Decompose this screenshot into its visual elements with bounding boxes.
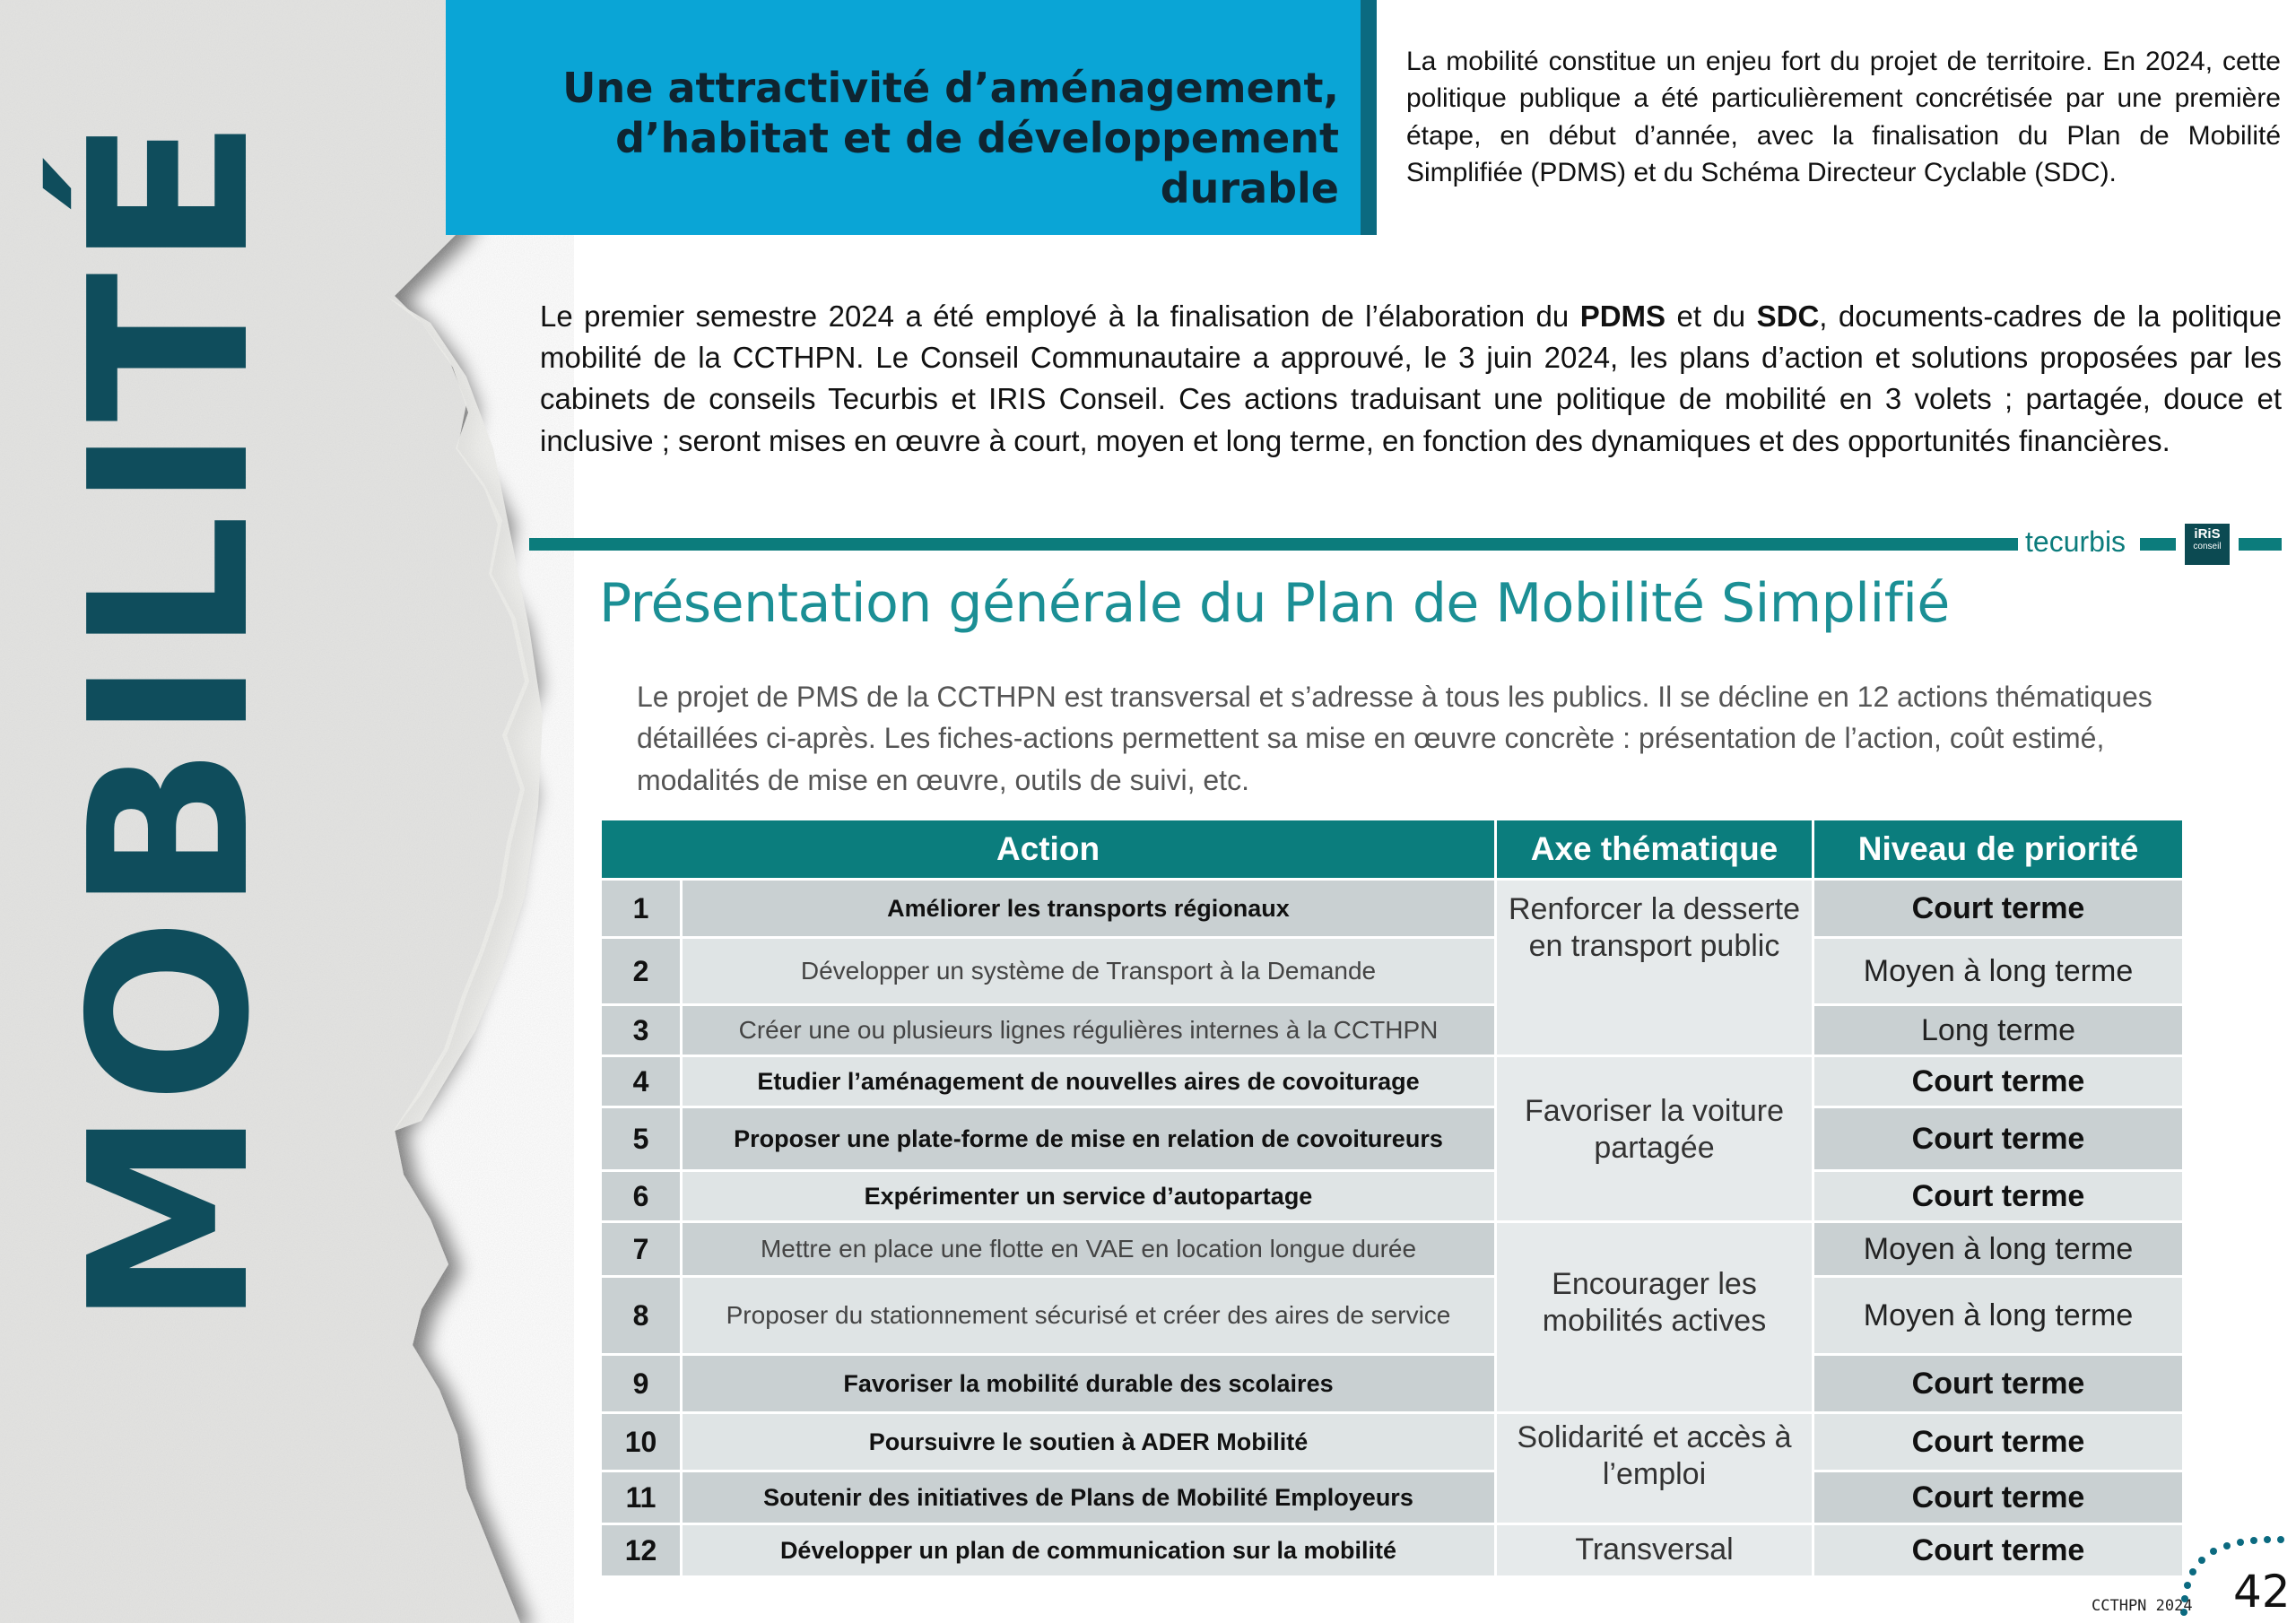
header-priorite: Niveau de priorité [1814,820,2182,878]
row-priority: Moyen à long terme [1814,1278,2182,1353]
table-row [602,1223,2182,1275]
para-part2: et du [1665,299,1757,333]
section-description: Le projet de PMS de la CCTHPN est transversal et s’adresse à tous les publics. Il se décline en 12 actions thématiques détaillées ci-après. Les fiches-actions permettent sa mise en œuvre concrète : présentation de l’action, coût estimé, modalités de mise en œuvre, outils de suivi, etc. [637,681,2152,796]
row-axe: Transversal [1497,1525,1812,1575]
tecurbis-logo: tecurbis [2025,525,2126,558]
table-row [602,1172,2182,1220]
body-paragraph [540,296,2282,462]
actions-table [599,818,2185,1578]
row-action: Améliorer les transports régionaux [683,881,1494,936]
page-number: 42 [2233,1566,2291,1618]
row-number: 3 [602,1006,680,1055]
section-divider-rule [529,538,2018,551]
row-priority: Moyen à long terme [1814,939,2182,1003]
row-number: 7 [602,1223,680,1275]
row-action: Proposer du stationnement sécurisé et créer des aires de service [683,1278,1494,1353]
row-priority: Court terme [1814,1172,2182,1220]
row-number: 12 [602,1525,680,1575]
table-row [602,1414,2182,1470]
row-number: 9 [602,1356,680,1411]
row-action: Etudier l’aménagement de nouvelles aires de covoiturage [683,1057,1494,1106]
row-number: 10 [602,1414,680,1470]
row-action: Expérimenter un service d’autopartage [683,1172,1494,1220]
row-priority: Court terme [1814,1108,2182,1169]
table-row [602,939,2182,1003]
row-priority: Court terme [1814,1057,2182,1106]
iris-conseil-logo [2185,524,2230,565]
header-band [446,0,1377,235]
page-title-line2: d’habitat et de développement durable [615,114,1339,213]
iris-logo-top: iRiS [2194,526,2221,542]
page-title [446,63,1339,213]
row-priority: Court terme [1814,1525,2182,1575]
row-number: 8 [602,1278,680,1353]
table-header-row [602,820,2182,878]
row-action: Proposer une plate-forme de mise en relation de covoitureurs [683,1108,1494,1169]
intro-text: La mobilité constitue un enjeu fort du projet de territoire. En 2024, cette politique publique a été particulièrement concrétisée par une première étape, en début d’année, avec la finalisation du Plan de Mobilité Simplifiée (PDMS) et du Schéma Directeur Cyclable (SDC). [1406,47,2281,188]
table-row [602,1108,2182,1169]
section-divider-rule-mid [2140,538,2176,551]
row-priority: Long terme [1814,1006,2182,1055]
row-axe: Encourager les mobilités actives [1497,1223,1812,1411]
table-row [602,1356,2182,1411]
row-action: Développer un système de Transport à la Demande [683,939,1494,1003]
row-action: Mettre en place une flotte en VAE en location longue durée [683,1223,1494,1275]
row-priority: Moyen à long terme [1814,1223,2182,1275]
row-action: Poursuivre le soutien à ADER Mobilité [683,1414,1494,1470]
footer-label: CCTHPN 2024 [2092,1597,2193,1615]
row-axe: Solidarité et accès à l’emploi [1497,1414,1812,1523]
row-axe: Favoriser la voiture partagée [1497,1057,1812,1220]
header-axe: Axe thématique [1497,820,1812,878]
page-title-line1: Une attractivité d’aménagement, [562,64,1339,112]
row-axe: Renforcer la desserte en transport public [1497,881,1812,1055]
row-action: Favoriser la mobilité durable des scolaires [683,1356,1494,1411]
section-divider-rule-end [2239,538,2282,551]
row-priority: Court terme [1814,1472,2182,1523]
row-priority: Court terme [1814,1414,2182,1470]
row-priority: Court terme [1814,881,2182,936]
para-part3: , documents-cadres de la politique mobilité de la CCTHPN. Le Conseil Communautaire a approuvé, le 3 juin 2024, les plans d’action et solutions proposées par les cabinets de conseils Tecurbis et IRIS Conseil. Ces actions traduisant une politique de mobilité en 3 volets ; partagée, douce et inclusive ; seront mises en œuvre à court, moyen et long terme, en fonction des dynamiques et des opportunités financières. [540,299,2283,457]
row-number: 11 [602,1472,680,1523]
table-row [602,1278,2182,1353]
header-action: Action [602,820,1494,878]
row-action: Développer un plan de communication sur la mobilité [683,1525,1494,1575]
row-number: 5 [602,1108,680,1169]
row-number: 1 [602,881,680,936]
header-band-edge [1361,0,1377,235]
table-row [602,1057,2182,1106]
table-row [602,1525,2182,1575]
para-part1: Le premier semestre 2024 a été employé à la finalisation de l’élaboration du [540,299,1580,333]
para-bold-pdms: PDMS [1579,299,1666,333]
row-priority: Court terme [1814,1356,2182,1411]
row-number: 2 [602,939,680,1003]
table-row [602,881,2182,936]
row-number: 4 [602,1057,680,1106]
section-title: Présentation générale du Plan de Mobilité Simplifié [599,572,1950,635]
row-action: Soutenir des initiatives de Plans de Mobilité Employeurs [683,1472,1494,1523]
row-action: Créer une ou plusieurs lignes régulières internes à la CCTHPN [683,1006,1494,1055]
table-row [602,1006,2182,1055]
row-number: 6 [602,1172,680,1220]
iris-logo-bottom: conseil [2193,542,2222,551]
para-bold-sdc: SDC [1756,299,1820,333]
vertical-section-title: MOBILITÉ [43,112,298,1327]
table-row [602,1472,2182,1523]
